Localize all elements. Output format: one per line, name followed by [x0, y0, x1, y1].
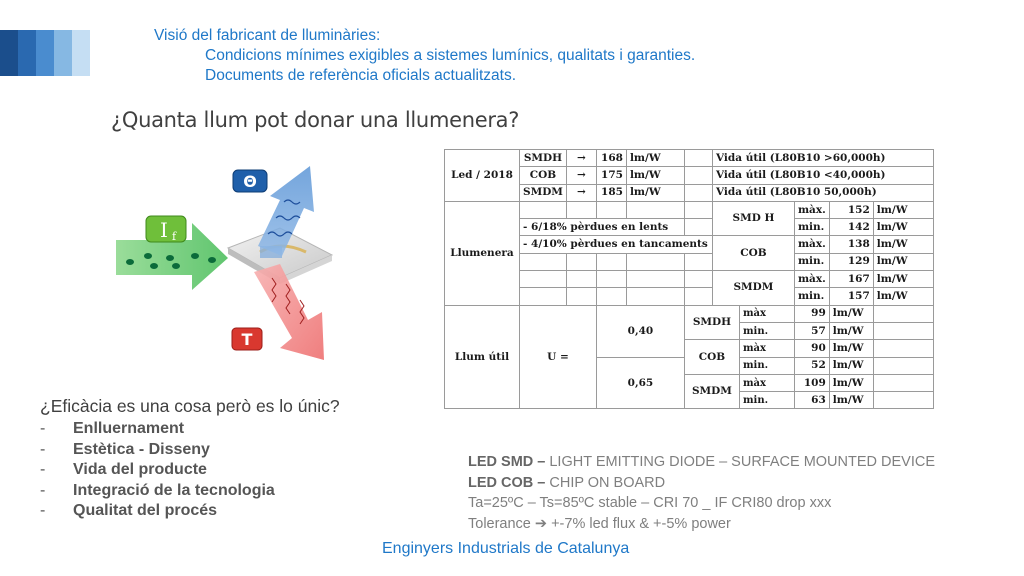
stripe-4 — [54, 30, 72, 76]
useful-unit: lm/W — [829, 322, 873, 339]
empty-cell — [566, 271, 596, 288]
luminaire-value: 142 — [829, 219, 873, 236]
empty-cell — [520, 253, 567, 270]
luminaire-unit: lm/W — [873, 253, 933, 270]
led-life: Vida útil (L80B10 50,000h) — [712, 184, 933, 201]
empty-cell — [684, 219, 712, 236]
efficacy-list — [40, 419, 340, 522]
empty-cell — [684, 184, 712, 201]
luminaire-group-name: COB — [712, 236, 794, 271]
list-item-text: Vida del producte — [73, 461, 207, 478]
led-unit: lm/W — [626, 184, 684, 201]
list-item-text: Estètica - Disseny — [73, 440, 210, 458]
list-item — [40, 501, 340, 522]
luminaire-unit: lm/W — [873, 201, 933, 218]
list-dash: - — [40, 440, 46, 458]
useful-value: 52 — [794, 357, 829, 374]
empty-cell — [626, 201, 684, 218]
notes — [468, 452, 935, 534]
stripe-5 — [72, 30, 90, 76]
useful-value: 57 — [794, 322, 829, 339]
u-value-2: 0,65 — [596, 357, 684, 409]
useful-unit: lm/W — [829, 392, 873, 409]
empty-cell — [684, 271, 712, 288]
slide-title: ¿Quanta llum pot donar una llumenera? — [111, 108, 520, 132]
empty-cell — [873, 392, 933, 409]
luminaire-unit: lm/W — [873, 219, 933, 236]
note-smd-bold: LED SMD – — [468, 454, 546, 470]
header-line-2: Condicions mínimes exigibles a sistemes lumínics, qualitats i garanties. — [205, 47, 696, 64]
led-value: 168 — [596, 150, 626, 167]
useful-value: 63 — [794, 392, 829, 409]
efficiency-table — [444, 149, 934, 409]
empty-cell — [596, 201, 626, 218]
loss-enclosures: - 4/10% pèrdues en tancaments — [520, 236, 713, 253]
list-item — [40, 481, 340, 502]
list-item — [40, 440, 340, 461]
list-dash: - — [40, 420, 46, 437]
header-line-3: Documents de referència oficials actualitzats. — [205, 67, 517, 84]
led-value: 175 — [596, 167, 626, 184]
list-dash: - — [40, 461, 46, 478]
useful-limit: min. — [739, 392, 794, 409]
led-label: Led / 2018 — [445, 150, 520, 202]
empty-cell — [520, 288, 567, 305]
luminaire-unit: lm/W — [873, 271, 933, 288]
list-item-text: Integració de la tecnologia — [73, 481, 275, 499]
useful-unit: lm/W — [829, 340, 873, 357]
led-unit: lm/W — [626, 167, 684, 184]
note-cob-text: CHIP ON BOARD — [545, 474, 666, 491]
luminaire-value: 167 — [829, 271, 873, 288]
useful-limit: màx — [739, 305, 794, 322]
led-type: COB — [520, 167, 567, 184]
luminaire-limit: min. — [794, 253, 829, 270]
useful-unit: lm/W — [829, 357, 873, 374]
empty-cell — [873, 322, 933, 339]
note-tolerance — [468, 514, 935, 535]
empty-cell — [873, 357, 933, 374]
empty-cell — [596, 253, 626, 270]
u-label: U = — [520, 305, 597, 409]
useful-unit: lm/W — [829, 374, 873, 391]
theta-badge — [233, 170, 267, 192]
led-life: Vida útil (L80B10 <40,000h) — [712, 167, 933, 184]
note-smd-text: LIGHT EMITTING DIODE – SURFACE MOUNTED DEVICE — [545, 454, 936, 470]
empty-cell — [596, 271, 626, 288]
empty-cell — [684, 150, 712, 167]
luminaire-unit: lm/W — [873, 288, 933, 305]
led-row-1 — [445, 150, 934, 167]
footer: Enginyers Industrials de Catalunya — [382, 540, 630, 557]
empty-cell — [684, 167, 712, 184]
note-cob-bold: LED COB – — [468, 474, 546, 491]
useful-limit: min. — [739, 322, 794, 339]
led-arrow: → — [566, 167, 596, 184]
luminaire-limit: màx. — [794, 201, 829, 218]
useful-group-name: SMDH — [684, 305, 739, 340]
note-cob — [468, 473, 935, 494]
list-item-text: Enlluernament — [73, 420, 185, 437]
header-line-1: Visió del fabricant de lluminàries: — [154, 27, 381, 44]
efficacy-question: ¿Eficàcia es una cosa però es lo únic? — [40, 396, 340, 416]
empty-cell — [626, 253, 684, 270]
useful-value: 109 — [794, 374, 829, 391]
led-unit: lm/W — [626, 150, 684, 167]
note-conditions: Ta=25ºC – Ts=85ºC stable – CRI 70 _ IF CRI80 drop xxx — [468, 495, 832, 511]
luminaire-value: 129 — [829, 253, 873, 270]
note-smd — [468, 452, 935, 473]
led-type: SMDH — [520, 150, 567, 167]
empty-cell — [873, 374, 933, 391]
list-dash: - — [40, 481, 46, 499]
useful-light-label: Llum útil — [445, 305, 520, 409]
empty-cell — [520, 201, 567, 218]
empty-cell — [684, 201, 712, 218]
empty-cell — [566, 201, 596, 218]
luminaire-group-name: SMDM — [712, 271, 794, 306]
luminaire-limit: màx. — [794, 236, 829, 253]
luminaire-row-1 — [445, 201, 934, 218]
t-label: T — [241, 330, 253, 349]
useful-limit: màx — [739, 340, 794, 357]
note-tolerance-text: +-7% led flux & +-5% power — [547, 515, 731, 532]
empty-cell — [873, 305, 933, 322]
empty-cell — [596, 288, 626, 305]
note-tolerance-label: Tolerance — [468, 515, 535, 532]
list-item — [40, 419, 340, 440]
t-badge — [232, 328, 262, 350]
empty-cell — [566, 288, 596, 305]
theta-label: Θ — [243, 172, 257, 191]
empty-cell — [873, 340, 933, 357]
u-value-1: 0,40 — [596, 305, 684, 357]
useful-group-name: COB — [684, 340, 739, 375]
useful-unit: lm/W — [829, 305, 873, 322]
useful-limit: màx — [739, 374, 794, 391]
led-flux-illustration — [110, 160, 350, 365]
if-label: I — [160, 218, 168, 242]
luminaire-label: Llumenera — [445, 201, 520, 305]
luminaire-value: 157 — [829, 288, 873, 305]
stripe-2 — [18, 30, 36, 76]
led-type: SMDM — [520, 184, 567, 201]
useful-limit: min. — [739, 357, 794, 374]
empty-cell — [684, 253, 712, 270]
empty-cell — [566, 253, 596, 270]
list-dash: - — [40, 502, 46, 519]
luminaire-unit: lm/W — [873, 236, 933, 253]
list-item — [40, 460, 340, 481]
led-value: 185 — [596, 184, 626, 201]
useful-value: 99 — [794, 305, 829, 322]
useful-row-1 — [445, 305, 934, 322]
efficacy-section — [40, 396, 340, 522]
brand-stripes — [0, 30, 90, 76]
empty-cell — [626, 271, 684, 288]
arrow-right-icon: ➔ — [534, 515, 548, 532]
luminaire-limit: min. — [794, 219, 829, 236]
header — [154, 26, 695, 86]
list-item-text: Qualitat del procés — [73, 502, 218, 519]
stripe-3 — [36, 30, 54, 76]
loss-lenses: - 6/18% pèrdues en lents — [520, 219, 685, 236]
led-arrow: → — [566, 150, 596, 167]
stripe-1 — [0, 30, 18, 76]
if-badge — [146, 216, 186, 243]
luminaire-limit: min. — [794, 288, 829, 305]
luminaire-value: 152 — [829, 201, 873, 218]
led-arrow: → — [566, 184, 596, 201]
led-life: Vida útil (L80B10 >60,000h) — [712, 150, 933, 167]
luminaire-limit: màx. — [794, 271, 829, 288]
empty-cell — [626, 288, 684, 305]
empty-cell — [684, 288, 712, 305]
useful-value: 90 — [794, 340, 829, 357]
luminaire-group-name: SMD H — [712, 201, 794, 236]
luminaire-value: 138 — [829, 236, 873, 253]
empty-cell — [520, 271, 567, 288]
useful-group-name: SMDM — [684, 374, 739, 409]
if-subscript: f — [172, 230, 177, 243]
